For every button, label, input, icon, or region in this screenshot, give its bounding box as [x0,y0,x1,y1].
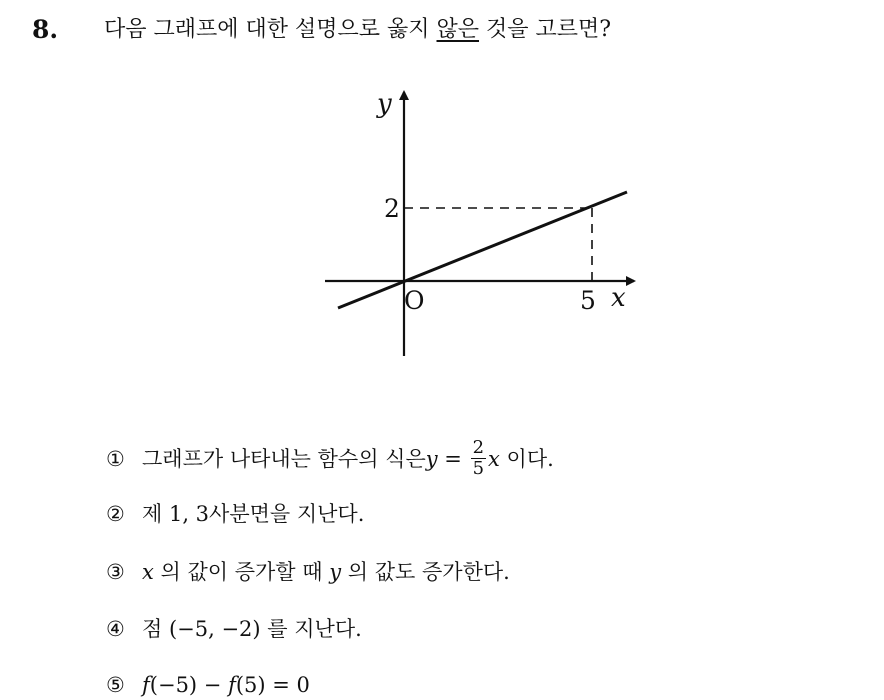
choice-2-marker: ② [106,502,125,526]
choice-1-text-a: 그래프가 나타내는 함수의 식은 [142,446,426,471]
choice-3-text-a: 의 값이 증가할 때 [153,560,330,584]
choice-5[interactable] [106,670,310,700]
choice-1-fraction-numerator: 2 [472,437,485,458]
choice-3-var-y: y [329,560,342,584]
choice-1-text-b: 이다. [499,446,554,471]
choice-1-fraction-denominator: 5 [472,458,485,479]
choice-1-fraction [471,438,486,479]
choice-4-text: 점 (−5, −2) 를 지난다. [142,617,362,641]
choice-4[interactable] [106,614,362,644]
x-axis-label: x [611,283,626,313]
question-text-after: 것을 고르면? [479,17,612,42]
x-tick-label: 5 [580,286,596,315]
choice-2-text: 제 1, 3사분면을 지난다. [142,502,365,526]
choice-5-arg2: (5) = 0 [235,673,310,697]
question-text-underlined: 않은 [436,17,480,42]
question-text-before: 다음 그래프에 대한 설명으로 옳지 [104,17,437,42]
choice-5-var-f1: f [142,673,150,697]
choice-5-marker: ⑤ [106,673,125,697]
choice-3-text-b: 의 값도 증가한다. [341,560,510,584]
choice-5-var-f2: f [228,673,236,697]
choice-3-var-x: x [142,560,154,584]
question-number: 8. [32,15,59,44]
origin-label: O [404,286,425,315]
y-tick-label: 2 [384,194,400,223]
choice-1-var-y: y [425,446,438,471]
choice-3-marker: ③ [106,560,125,584]
choice-1-equals: = [437,446,469,471]
choice-1-marker: ① [106,446,125,471]
choice-3[interactable] [106,557,510,587]
choice-2[interactable] [106,499,364,529]
y-axis-label: y [377,89,392,119]
choice-5-arg1: (−5) − [149,673,229,697]
choice-4-marker: ④ [106,617,125,641]
choice-1-var-x: x [488,446,500,471]
choice-1[interactable] [106,438,554,479]
